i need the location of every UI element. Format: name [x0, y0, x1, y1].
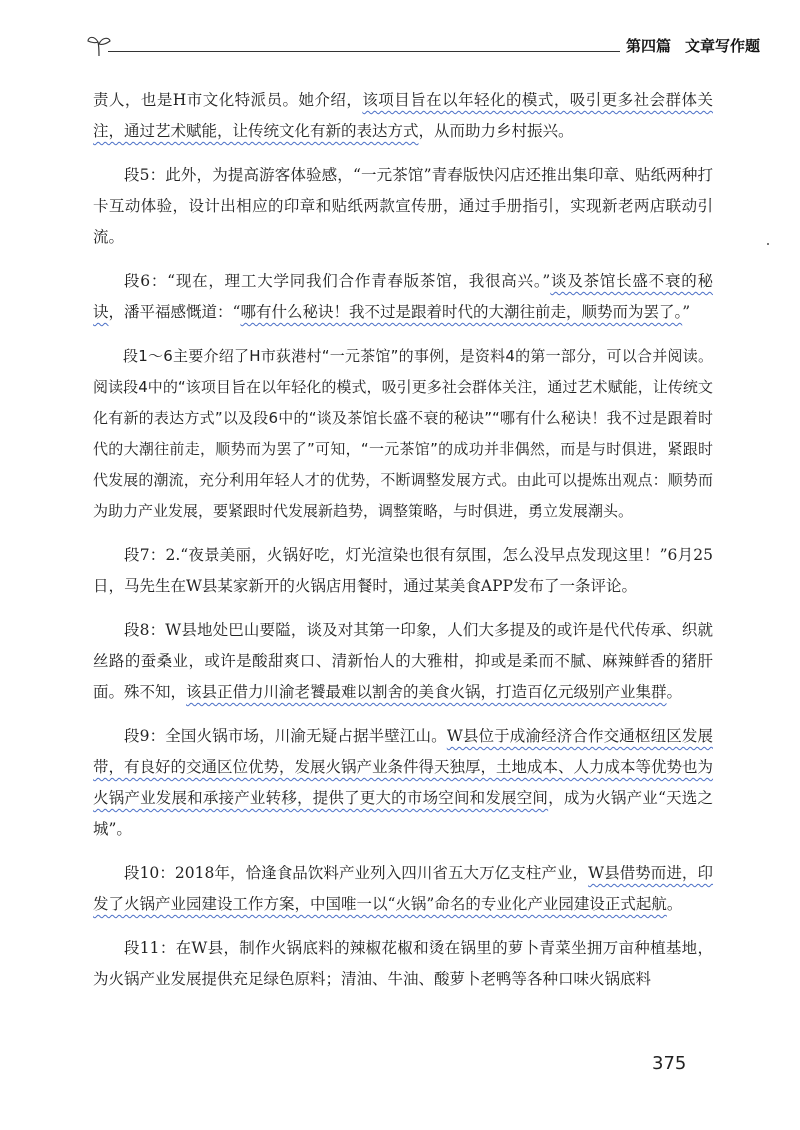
section-label: 第四篇 [626, 37, 672, 55]
underlined-text: 哪有什么秘诀！我不过是跟着时代的大潮往前走，顺势而为罢了。 [240, 303, 683, 321]
text-segment: 。 [666, 895, 683, 913]
section-title [626, 35, 760, 56]
scan-speck [767, 243, 769, 245]
paragraph [93, 933, 713, 995]
paragraph [93, 721, 713, 845]
section-name: 文章写作题 [685, 37, 761, 55]
header-rule [108, 51, 620, 52]
underlined-text: 该项目旨在以年轻化的模式，吸引更多社会群体关注，通过艺术赋能，让传统文化有新的表达方式 [93, 91, 713, 140]
paragraph [93, 85, 713, 147]
text-segment: 段11：在W县，制作火锅底料的辣椒花椒和烫在锅里的萝卜青菜坐拥万亩种植基地，为火锅产业发展提供充足绿色原料；清油、牛油、酸萝卜老鸭等各种口味火锅底料 [93, 939, 713, 988]
text-segment: 段10：2018年，恰逢食品饮料产业列入四川省五大万亿支柱产业， [124, 864, 589, 882]
underlined-text: 谈及茶馆长盛不衰的秘诀 [93, 272, 713, 321]
text-segment: ，成为火锅产业“天选之城”。 [93, 789, 713, 838]
underlined-text: W县借势而进，印发了火锅产业园建设工作方案，中国唯一以“火锅”命名的专业化产业园建设正式起航 [93, 864, 714, 913]
page-number: 375 [652, 1053, 687, 1074]
text-segment: ” [682, 303, 691, 321]
text-segment: 。 [666, 683, 683, 701]
page-header [86, 30, 761, 70]
text-segment: 段5：此外，为提高游客体验感，“一元茶馆”青春版快闪店还推出集印章、贴纸两种打卡互动体验，设计出相应的印章和贴纸两款宣传册，通过手册指引，实现新老两店联动引流。 [93, 166, 713, 246]
text-segment: ，从而助力乡村振兴。 [418, 122, 574, 140]
underlined-text: 该县正借力川渝老饕最难以割舍的美食火锅，打造百亿元级别产业集群 [186, 683, 667, 701]
analysis-paragraph [93, 341, 713, 527]
text-segment: 段8：W县地处巴山要隘，谈及对其第一印象，人们大多提及的或许是代代传承、织就丝路的蚕桑业，或许是酸甜爽口、清新怡人的大雅柑，抑或是柔而不腻、麻辣鲜香的猪肝面。殊不知， [93, 621, 713, 701]
paragraph [93, 615, 713, 708]
body-text [93, 85, 713, 1008]
text-segment: 段6：“现在，理工大学同我们合作青春版茶馆，我很高兴。” [124, 272, 551, 290]
paragraph [93, 858, 713, 920]
paragraph [93, 540, 713, 602]
text-segment: 段9：全国火锅市场，川渝无疑占据半壁江山。 [124, 727, 447, 745]
paragraph [93, 160, 713, 253]
paragraph [93, 266, 713, 328]
text-segment: ，潘平福感慨道：“ [108, 303, 241, 321]
text-segment: 段1～6主要介绍了H市荻港村“一元茶馆”的事例，是资料4的第一部分，可以合并阅读。阅读段4中的“该项目旨在以年轻化的模式，吸引更多社会群体关注，通过艺术赋能，让传统文化有新的表达方式”以及段6中的“谈及茶馆长盛不衰的秘诀”“哪有什么秘诀！我不过是跟着时代的大潮往前走，顺势而为罢了”可知，“一元茶馆”的成功并非偶然，而是与时俱进，紧跟时代发展的潮流，充分利用年轻人才的优势，不断调整发展方式。由此可以提炼出观点：顺势而为助力产业发展，要紧跟时代发展新趋势，调整策略，与时俱进，勇立发展潮头。 [93, 347, 713, 520]
sprout-leaf-icon [86, 32, 112, 58]
underlined-text: W县位于成渝经济合作交通枢纽区发展带，有良好的交通区位优势，发展火锅产业条件得天独厚，土地成本、人力成本等优势也为火锅产业发展和承接产业转移，提供了更大的市场空间和发展空间 [93, 727, 714, 807]
text-segment: 责人，也是H市文化特派员。她介绍， [93, 91, 363, 109]
text-segment: 段7：2.“夜景美丽，火锅好吃，灯光渲染也很有氛围，怎么没早点发现这里！”6月25日，马先生在W县某家新开的火锅店用餐时，通过某美食APP发布了一条评论。 [93, 546, 713, 595]
